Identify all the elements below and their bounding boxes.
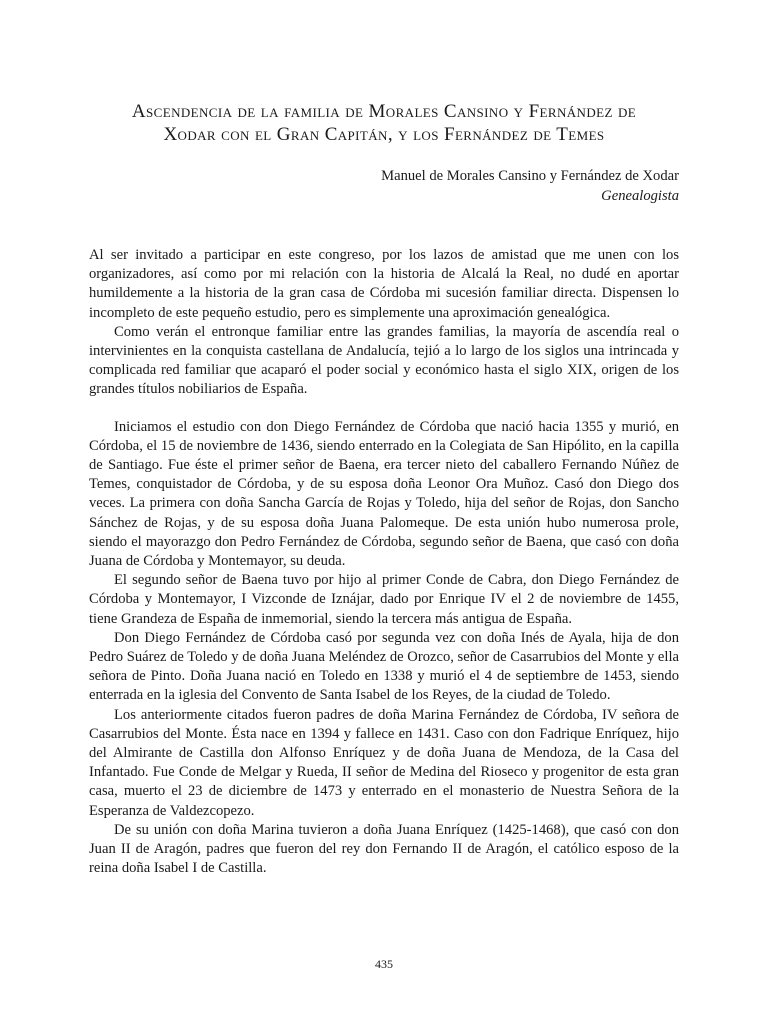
paragraph-4: El segundo señor de Baena tuvo por hijo al primer Conde de Cabra, don Diego Fernández de Córdoba y Montemayor, I Vizconde de Iznájar, dado por Enrique IV el 2 de noviembre de 1455, tiene Grandeza de España de inmemorial, siendo la tercera más antigua de España.: [89, 572, 679, 627]
paragraph-6: Los anteriormente citados fueron padres de doña Marina Fernández de Córdoba, IV señora de Casarrubios del Monte. Ésta nace en 1394 y fallece en 1431. Caso con don Fadrique Enríquez, hijo del Almirante de Castilla don Alfonso Enríquez y de doña Juana de Mendoza, de la Casa del Infantado. Fue Conde de Melgar y Rueda, II señor de Medina del Rioseco y progenitor de esta gran casa, muerto el 23 de diciembre de 1473 y enterrado en el monasterio de Nuestra Señora de la Esperanza de Valdezcopezo.: [89, 706, 679, 819]
title-line-1: Ascendencia de la familia de Morales Cansino y Fernández de: [131, 101, 637, 122]
paragraph-3: Iniciamos el estudio con don Diego Fernández de Córdoba que nació hacia 1355 y murió, en Córdoba, el 15 de noviembre de 1436, siendo enterrado en la Colegiata de San Hipólito, en la capilla de Santiago. Fue éste el primer señor de Baena, era tercer nieto del caballero Fernando Núñez de Temes, conquistador de Córdoba, y de su esposa doña Leonor Ora Muñoz. Casó don Diego dos veces. La primera con doña Sancha García de Rojas y Toledo, hija del señor de Rojas, don Sancho Sánchez de Rojas, y de su esposa doña Juana Palomeque. De esta unión hubo numerosa prole, siendo el mayorazgo don Pedro Fernández de Córdoba, segundo señor de Baena, que casó con doña Juana de Córdoba y Montemayor, su deuda.: [89, 418, 679, 570]
article: [89, 100, 679, 879]
article-title: [89, 100, 679, 146]
title-line-2: Xodar con el Gran Capitán, y los Fernández de Temes: [163, 124, 605, 145]
paragraph-1: Al ser invitado a participar en este congreso, por los lazos de amistad que me unen con los organizadores, así como por mi relación con la historia de Alcalá la Real, no dudé en aportar humildemente a la historia de la gran casa de Córdoba mi sucesión familiar directa. Dispensen lo incompleto de este pequeño estudio, pero es simplemente una aproximación genealógica.: [89, 247, 679, 321]
byline: [89, 166, 679, 206]
page-number: 435: [375, 957, 393, 971]
author-name: Manuel de Morales Cansino y Fernández de Xodar: [381, 168, 679, 184]
article-body: [89, 246, 679, 879]
author-role: Genealogista: [601, 188, 679, 204]
paragraph-2: Como verán el entronque familiar entre las grandes familias, la mayoría de ascendía real o intervinientes en la conquista castellana de Andalucía, tejió a lo largo de los siglos una intrincada y complicada red familiar que acaparó el poder social y económico hasta el siglo XIX, origen de los grandes títulos nobiliarios de España.: [89, 323, 679, 398]
paragraph-7: De su unión con doña Marina tuvieron a doña Juana Enríquez (1425-1468), que casó con don Juan II de Aragón, padres que fueron del rey don Fernando II de Aragón, el católico esposo de la reina doña Isabel I de Castilla.: [89, 821, 679, 877]
section-gap: [89, 400, 679, 418]
paragraph-5: Don Diego Fernández de Córdoba casó por segunda vez con doña Inés de Ayala, hija de don Pedro Suárez de Toledo y de doña Juana Meléndez de Orozco, señor de Casarrubios del Monte y ella señora de Pinto. Doña Juana nació en Toledo en 1338 y murió el 4 de septiembre de 1453, siendo enterrada en la iglesia del Convento de Santa Isabel de los Reyes, de la ciudad de Toledo.: [89, 629, 679, 704]
